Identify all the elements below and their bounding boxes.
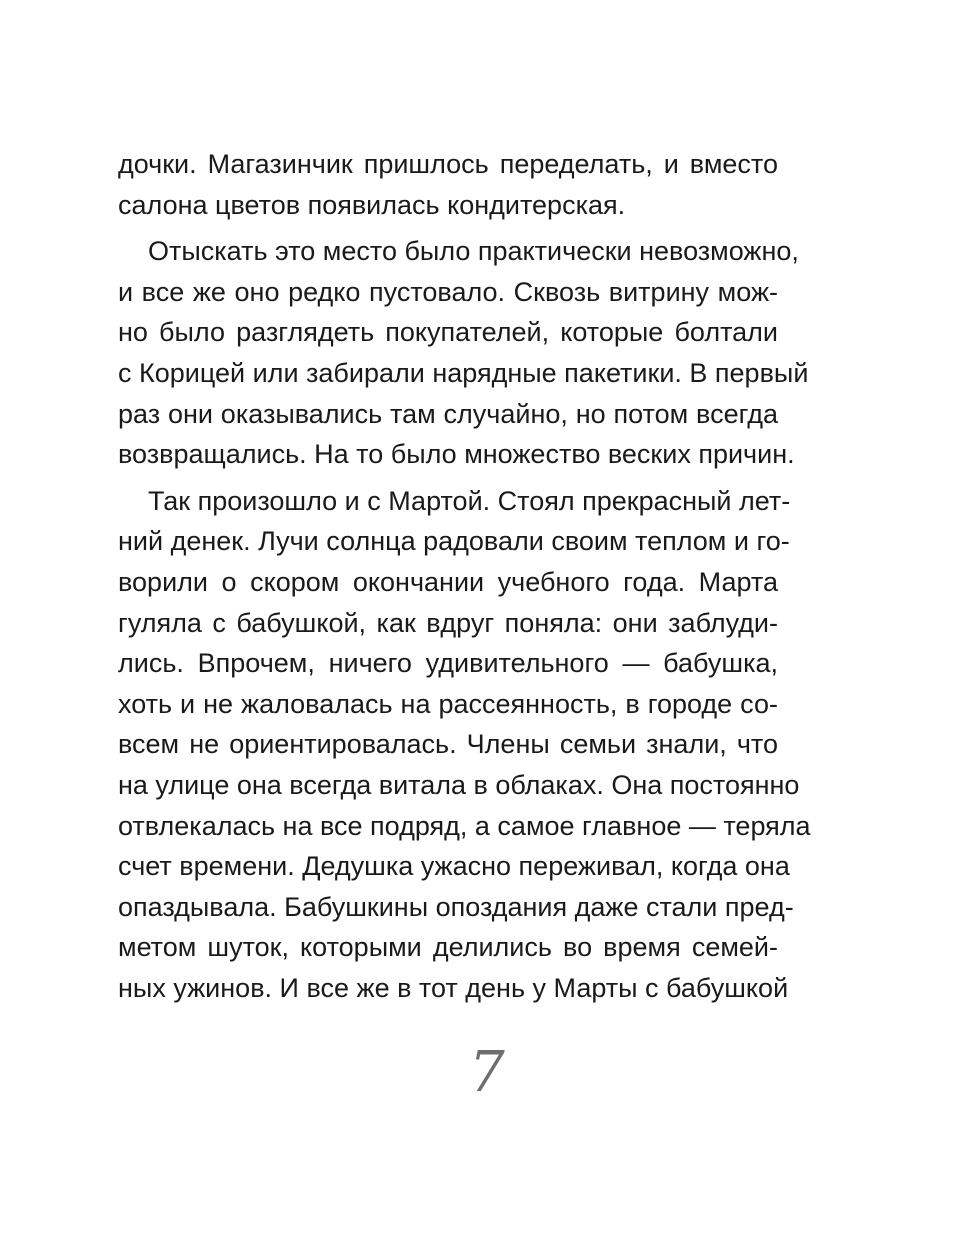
text-line: и все же оно редко пустовало. Сквозь витрину мож- (118, 276, 778, 307)
text-line: возвращались. На то было множество веских причин. (118, 439, 795, 470)
page-number: 7 (469, 1040, 505, 1105)
text-line: но было разглядеть покупателей, которые болтали (118, 317, 778, 348)
text-line: счет времени. Дедушка ужасно переживал, когда она (118, 851, 790, 882)
text-line: отвлекалась на все подряд, а самое главное — теряла (118, 810, 811, 841)
text-line: с Корицей или забирали нарядные пакетики. В первый (118, 357, 809, 388)
paragraph (118, 231, 809, 475)
text-line: гуляла с бабушкой, как вдруг поняла: они заблуди- (118, 607, 778, 638)
text-line: раз они оказывались там случайно, но потом всегда (118, 398, 778, 429)
paragraph (118, 481, 811, 1009)
text-line: дочки. Магазинчик пришлось переделать, и вместо (118, 149, 778, 179)
text-line: ворили о скором окончании учебного года. Марта (118, 566, 778, 597)
body-text (118, 144, 811, 1008)
text-line: ний денек. Лучи солнца радовали своим теплом и го- (118, 526, 790, 557)
text-line: хоть и не жаловалась на рассеянность, в городе со- (118, 688, 778, 719)
text-line: лись. Впрочем, ничего удивительного — бабушка, (118, 648, 778, 679)
text-line: Так произошло и с Мартой. Стоял прекрасный лет- (148, 485, 791, 516)
text-line: на улице она всегда витала в облаках. Она постоянно (118, 769, 800, 800)
text-line: опаздывала. Бабушкины опоздания даже стали пред- (118, 891, 794, 922)
text-line: ных ужинов. И все же в тот день у Марты с бабушкой (118, 972, 789, 1003)
text-line: Отыскать это место было практически невозможно, (148, 236, 799, 267)
text-line: метом шуток, которыми делились во время семей- (118, 932, 778, 963)
paragraph-continued (118, 144, 778, 225)
text-line: салона цветов появилась кондитерская. (118, 189, 626, 220)
text-line: всем не ориентировалась. Члены семьи знали, что (118, 729, 778, 760)
